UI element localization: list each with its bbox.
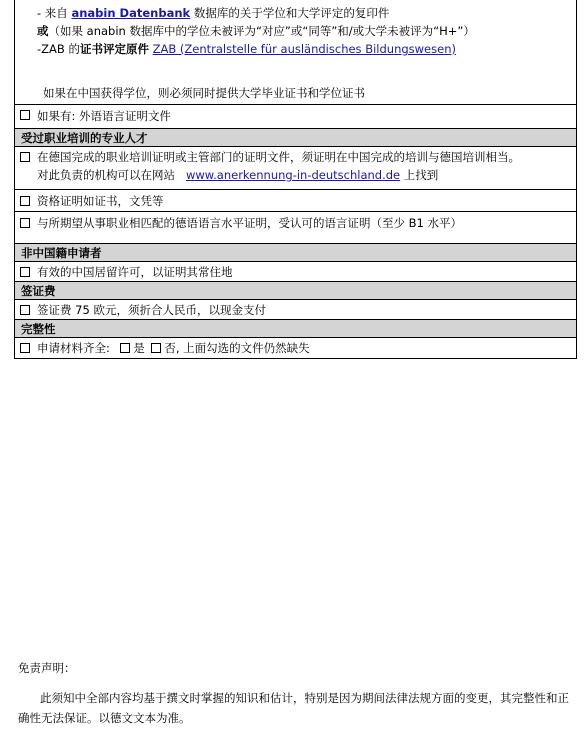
- zab-line: [37, 40, 570, 58]
- foreign-language-text: 如果有: 外语语言证明文件: [37, 109, 172, 123]
- vocational-line-2-suffix: 上找到: [403, 168, 439, 182]
- vocational-line-2-prefix: 对此负责的机构可以在网站: [37, 168, 175, 182]
- qualification-text: 资格证明如证书，文凭等: [37, 194, 164, 208]
- checkbox[interactable]: [20, 196, 30, 206]
- anabin-link[interactable]: anabin Datenbank: [71, 6, 191, 20]
- anerkennung-link[interactable]: www.anerkennung-in-deutschland.de: [185, 168, 401, 182]
- vocational-item-1-line-1: 在德国完成的职业培训证明或主管部门的证明文件，须证明在中国完成的培训与德国培训相当。: [37, 150, 520, 164]
- checkbox[interactable]: [20, 152, 30, 162]
- china-degree-note: 如果在中国获得学位，则必须同时提供大学毕业证书和学位证书: [43, 86, 365, 100]
- disclaimer-title: 免责声明：: [18, 661, 76, 675]
- checkbox[interactable]: [20, 267, 30, 277]
- zab-certificate-label: 证书评定原件: [79, 42, 149, 56]
- checkbox[interactable]: [20, 343, 30, 353]
- vocational-item-1-line-2: [37, 166, 570, 184]
- checkbox[interactable]: [20, 218, 30, 228]
- non-chinese-section: [15, 244, 576, 282]
- visa-fee-text: 签证费 75 欧元，须折合人民币，以现金支付: [37, 303, 266, 317]
- yes-label: 是: [133, 341, 145, 355]
- foreign-language-row: [15, 105, 576, 129]
- german-language-text: 与所期望从事职业相匹配的德语语言水平证明，受认可的语言证明（至少 B1 水平）: [37, 216, 463, 230]
- no-checkbox[interactable]: [151, 343, 161, 353]
- vocational-header: 受过职业培训的专业人才: [15, 129, 576, 147]
- vocational-section: [15, 129, 576, 190]
- zab-link[interactable]: ZAB (Zentralstelle für ausländisches Bildungswesen): [152, 42, 456, 56]
- anabin-line-suffix: 数据库的关于学位和大学评定的复印件: [190, 6, 390, 20]
- anabin-line: [37, 4, 570, 22]
- non-chinese-header: 非中国籍申请者: [15, 244, 576, 262]
- completeness-prefix: 申请材料齐全:: [37, 341, 110, 355]
- visa-fee-section: [15, 282, 576, 320]
- visa-fee-header: 签证费: [15, 282, 576, 300]
- completeness-section: [15, 320, 576, 358]
- completeness-header: 完整性: [15, 320, 576, 338]
- or-label: 或: [37, 24, 49, 38]
- disclaimer-body: 此须知中全部内容均基于撰文时掌握的知识和估计，特别是因为期间法律法规方面的变更，其完整性和正确性无法保证。以德文文本为准。: [18, 691, 569, 725]
- or-line: [37, 22, 570, 40]
- or-line-text: （如果 anabin 数据库中的学位未被评为“对应”或“同等”和/或大学未被评为“H+”）: [48, 24, 475, 38]
- anabin-line-prefix: - 来自: [37, 6, 72, 20]
- residence-permit-text: 有效的中国居留许可，以证明其常住地: [37, 265, 233, 279]
- yes-checkbox[interactable]: [120, 343, 130, 353]
- no-label: 否, 上面勾选的文件仍然缺失: [164, 341, 310, 355]
- qualification-row: [15, 190, 576, 212]
- completeness-item: [15, 338, 576, 357]
- checkbox[interactable]: [20, 305, 30, 315]
- degree-documents-cell: [15, 0, 576, 105]
- german-language-row: [15, 212, 576, 244]
- checklist-table: [14, 0, 577, 359]
- zab-line-prefix: -ZAB 的: [37, 42, 80, 56]
- checkbox[interactable]: [20, 110, 30, 120]
- vocational-item-1: [15, 147, 576, 184]
